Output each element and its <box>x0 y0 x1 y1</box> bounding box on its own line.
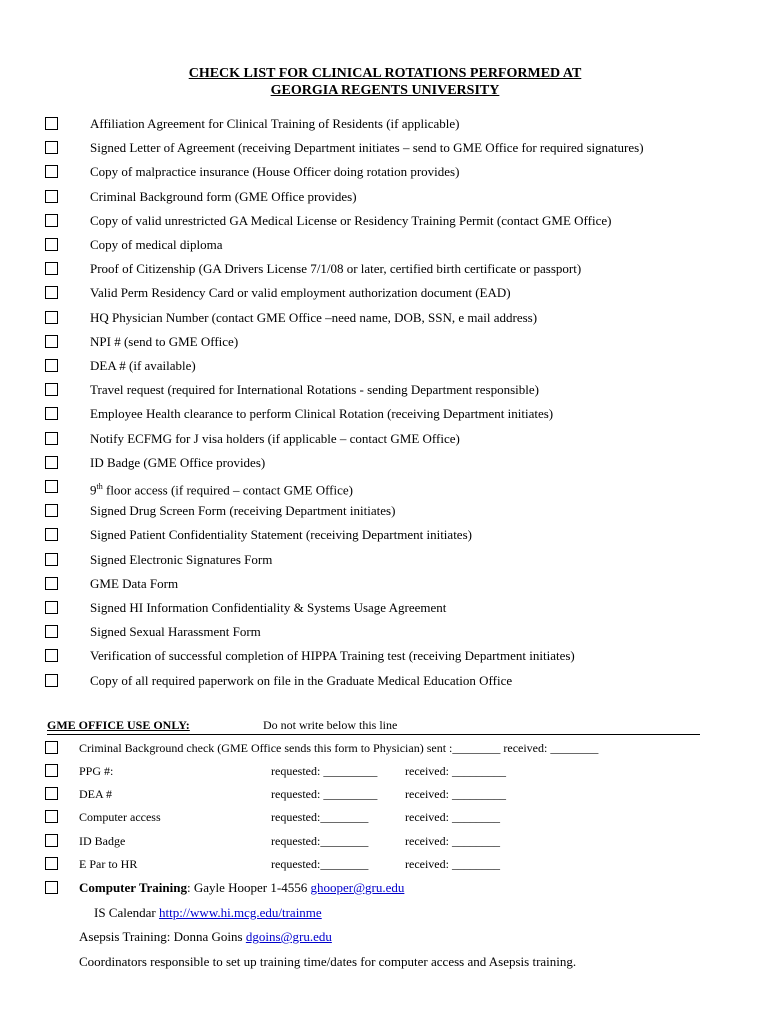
gme-office-note: Do not write below this line <box>263 718 398 732</box>
checkbox[interactable] <box>45 649 58 662</box>
criminal-background-check: Criminal Background check (GME Office sends this form to Physician) sent :________ received: ________ <box>79 741 599 755</box>
checklist-item: Copy of all required paperwork on file in the Graduate Medical Education Office <box>90 672 513 688</box>
checklist-item: HQ Physician Number (contact GME Office –need name, DOB, SSN, e mail address) <box>90 309 538 325</box>
checklist-item: 9th floor access (if required – contact GME Office) <box>90 482 353 498</box>
checklist-item: Signed Letter of Agreement (receiving Department initiates – send to GME Office for required signatures) <box>90 140 644 156</box>
checkbox[interactable] <box>45 335 58 348</box>
page-title-line-1: CHECK LIST FOR CLINICAL ROTATIONS PERFORMED AT <box>188 66 582 81</box>
checkbox[interactable] <box>45 741 58 754</box>
gme-office-header <box>47 716 700 735</box>
checkbox[interactable] <box>45 625 58 638</box>
checkbox[interactable] <box>45 407 58 420</box>
checklist-item: Signed HI Information Confidentiality & Systems Usage Agreement <box>90 600 447 615</box>
checklist-item: Travel request (required for International Rotations - sending Department responsible) <box>90 382 539 398</box>
checkbox[interactable] <box>45 117 58 130</box>
computer-training <box>79 880 404 895</box>
checkbox[interactable] <box>45 857 58 870</box>
checklist-item: ID Badge (GME Office provides) <box>90 454 266 470</box>
checkbox[interactable] <box>45 456 58 469</box>
checkbox[interactable] <box>45 286 58 299</box>
computer-training-email-link[interactable]: ghooper@gru.edu <box>310 880 405 895</box>
office-row-label: E Par to HR <box>79 857 138 871</box>
checklist-item: Signed Drug Screen Form (receiving Department initiates) <box>90 503 396 519</box>
coordinators-note: Coordinators responsible to set up training time/dates for computer access and Asepsis training. <box>79 954 577 969</box>
office-row-received[interactable]: received: ________ <box>405 857 500 871</box>
checkbox[interactable] <box>45 834 58 847</box>
checkbox[interactable] <box>45 553 58 566</box>
office-row-label: Computer access <box>79 810 161 824</box>
checkbox[interactable] <box>45 528 58 541</box>
office-row-requested[interactable]: requested: _________ <box>271 764 378 778</box>
office-row-requested[interactable]: requested:________ <box>271 834 369 848</box>
office-row-requested[interactable]: requested:________ <box>271 810 369 824</box>
checkbox[interactable] <box>45 601 58 614</box>
office-row-label: DEA # <box>79 787 112 801</box>
checklist-item: Proof of Citizenship (GA Drivers License 7/1/08 or later, certified birth certificate or passport) <box>90 261 582 277</box>
is-calendar <box>94 905 322 920</box>
checklist-item: Signed Electronic Signatures Form <box>90 551 273 567</box>
checkbox[interactable] <box>45 141 58 154</box>
checkbox[interactable] <box>45 881 58 894</box>
checkbox[interactable] <box>45 810 58 823</box>
office-row-received[interactable]: received: ________ <box>405 810 500 824</box>
asepsis-training-text: Asepsis Training: Donna Goins <box>79 929 246 944</box>
computer-training-label: Computer Training <box>79 880 187 895</box>
checkbox[interactable] <box>45 480 58 493</box>
office-row-received[interactable]: received: _________ <box>405 787 506 801</box>
is-calendar-link[interactable]: http://www.hi.mcg.edu/trainme <box>158 905 322 920</box>
checklist-item: Copy of medical diploma <box>90 237 223 252</box>
checklist-item: Copy of valid unrestricted GA Medical License or Residency Training Permit (contact GME Office) <box>90 212 612 228</box>
checkbox[interactable] <box>45 674 58 687</box>
checkbox[interactable] <box>45 359 58 372</box>
office-row-label: PPG #: <box>79 764 114 778</box>
asepsis-training <box>79 929 332 944</box>
checklist-item: Affiliation Agreement for Clinical Training of Residents (if applicable) <box>90 116 460 131</box>
checkbox[interactable] <box>45 504 58 517</box>
checklist-item: NPI # (send to GME Office) <box>90 333 239 349</box>
checkbox[interactable] <box>45 432 58 445</box>
checkbox[interactable] <box>45 787 58 800</box>
checkbox[interactable] <box>45 165 58 178</box>
checkbox[interactable] <box>45 311 58 324</box>
checkbox[interactable] <box>45 764 58 777</box>
checklist-item: Copy of malpractice insurance (House Officer doing rotation provides) <box>90 164 460 180</box>
checkbox[interactable] <box>45 577 58 590</box>
checklist-item: DEA # (if available) <box>90 358 196 373</box>
asepsis-training-email-link[interactable]: dgoins@gru.edu <box>245 929 332 944</box>
checklist-item: Verification of successful completion of HIPPA Training test (receiving Department initiates) <box>90 648 575 664</box>
office-row-received[interactable]: received: _________ <box>405 764 506 778</box>
is-calendar-label: IS Calendar <box>94 905 159 920</box>
checklist-item: Criminal Background form (GME Office provides) <box>90 188 357 204</box>
checkbox[interactable] <box>45 262 58 275</box>
checklist-item: GME Data Form <box>90 575 179 591</box>
checklist-item: Valid Perm Residency Card or valid employment authorization document (EAD) <box>90 285 511 301</box>
checkbox[interactable] <box>45 238 58 251</box>
office-row-requested[interactable]: requested:________ <box>271 857 369 871</box>
checklist-item: Signed Sexual Harassment Form <box>90 624 261 640</box>
office-row-received[interactable]: received: ________ <box>405 834 500 848</box>
gme-office-heading: GME OFFICE USE ONLY: <box>47 718 190 732</box>
checkbox[interactable] <box>45 383 58 396</box>
computer-training-text: : Gayle Hooper 1-4556 <box>187 880 311 895</box>
office-row-label: ID Badge <box>79 834 126 848</box>
office-row-requested[interactable]: requested: _________ <box>271 787 378 801</box>
page-title-line-2: GEORGIA REGENTS UNIVERSITY <box>270 83 500 98</box>
checklist-item: Employee Health clearance to perform Clinical Rotation (receiving Department initiates) <box>90 406 554 422</box>
checklist-item: Notify ECFMG for J visa holders (if applicable – contact GME Office) <box>90 430 460 446</box>
checkbox[interactable] <box>45 214 58 227</box>
checkbox[interactable] <box>45 190 58 203</box>
checklist-item: Signed Patient Confidentiality Statement (receiving Department initiates) <box>90 527 472 543</box>
